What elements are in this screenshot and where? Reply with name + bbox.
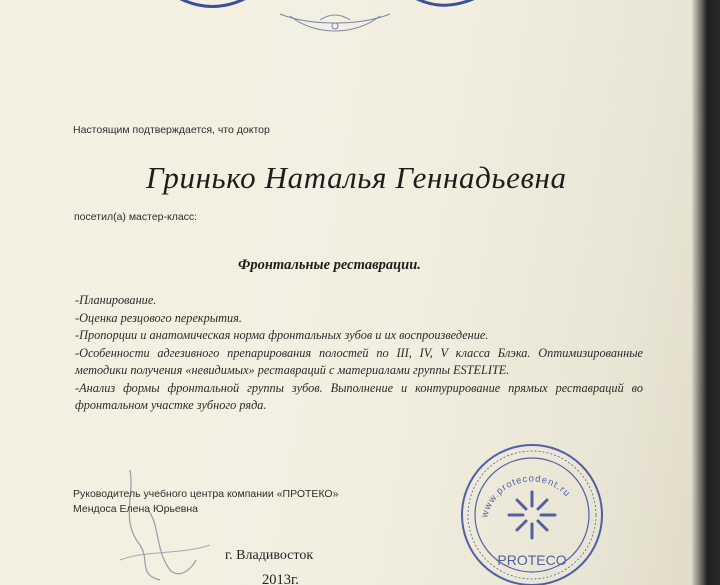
- year: 2013г.: [262, 572, 299, 585]
- topic-item: -Пропорции и анатомическая норма фронтальных зубов и их воспроизведение.: [75, 328, 489, 342]
- head-name: Мендоса Елена Юрьевна: [73, 503, 198, 515]
- svg-text:www.protecodent.ru: [479, 474, 573, 520]
- topic-item: -Особенности адгезивного препарирования полостей по III, IV, V класса Блэка. Оптимизированные методики получения «невидимых» реставраций с материалами группы ESTELITE.: [75, 345, 643, 377]
- confirmation-text: Настоящим подтверждается, что доктор: [73, 124, 270, 136]
- head-signatory: [73, 487, 338, 517]
- topic-item: -Планирование.: [75, 293, 157, 307]
- company-stamp: [457, 440, 607, 585]
- topic-item: -Оценка резцового перекрытия.: [75, 310, 242, 325]
- city: г. Владивосток: [225, 548, 314, 563]
- stamp-brand: PROTECO: [497, 552, 567, 568]
- stamp-url: www.protecodent.ru: [479, 473, 573, 519]
- attended-text: посетил(а) мастер-класс:: [74, 211, 198, 223]
- course-title: Фронтальные реставрации.: [238, 257, 421, 273]
- head-title: Руководитель учебного центра компании «ПРОТЕКО»: [73, 488, 339, 500]
- decorative-ornament: [170, 0, 500, 44]
- recipient-name: Гринько Наталья Геннадьевна: [146, 160, 567, 195]
- topics-list: [75, 292, 643, 415]
- handwritten-signature: [100, 450, 240, 585]
- topic-item: -Анализ формы фронтальной группы зубов. Выполнение и контурирование прямых реставраций во фронтальном участке зубного ряда.: [75, 380, 643, 412]
- photo-shadow-edge: [692, 0, 720, 585]
